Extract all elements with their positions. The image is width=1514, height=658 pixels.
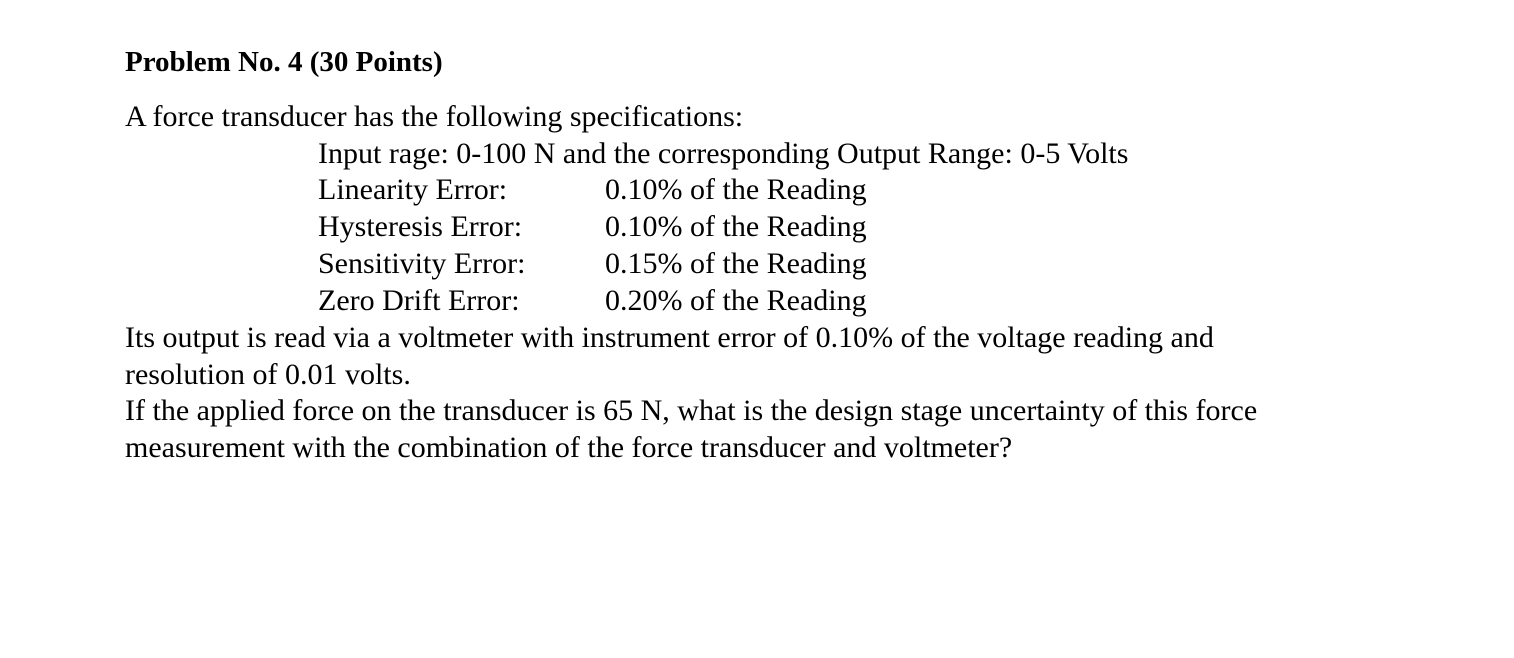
- input-range-line: Input rage: 0-100 N and the corresponding Output Range: 0-5 Volts: [318, 137, 1129, 170]
- spec-label-sensitivity: Sensitivity Error:: [318, 247, 526, 280]
- spec-label-zero-drift: Zero Drift Error:: [318, 284, 520, 317]
- spec-value-sensitivity: 0.15% of the Reading: [605, 247, 867, 280]
- question-text-line-2: measurement with the combination of the force transducer and voltmeter?: [125, 431, 1013, 464]
- spec-value-hysteresis: 0.10% of the Reading: [605, 210, 867, 243]
- intro-text: A force transducer has the following specifications:: [125, 100, 744, 133]
- question-text-line-1: If the applied force on the transducer is 65 N, what is the design stage uncertainty of this force: [125, 394, 1258, 427]
- spec-value-zero-drift: 0.20% of the Reading: [605, 284, 867, 317]
- voltmeter-text-line-2: resolution of 0.01 volts.: [125, 358, 411, 391]
- spec-label-linearity: Linearity Error:: [318, 173, 508, 206]
- spec-label-hysteresis: Hysteresis Error:: [318, 210, 523, 243]
- spec-value-linearity: 0.10% of the Reading: [605, 173, 867, 206]
- problem-title: Problem No. 4 (30 Points): [125, 46, 443, 78]
- voltmeter-text-line-1: Its output is read via a voltmeter with instrument error of 0.10% of the voltage reading and: [125, 321, 1214, 354]
